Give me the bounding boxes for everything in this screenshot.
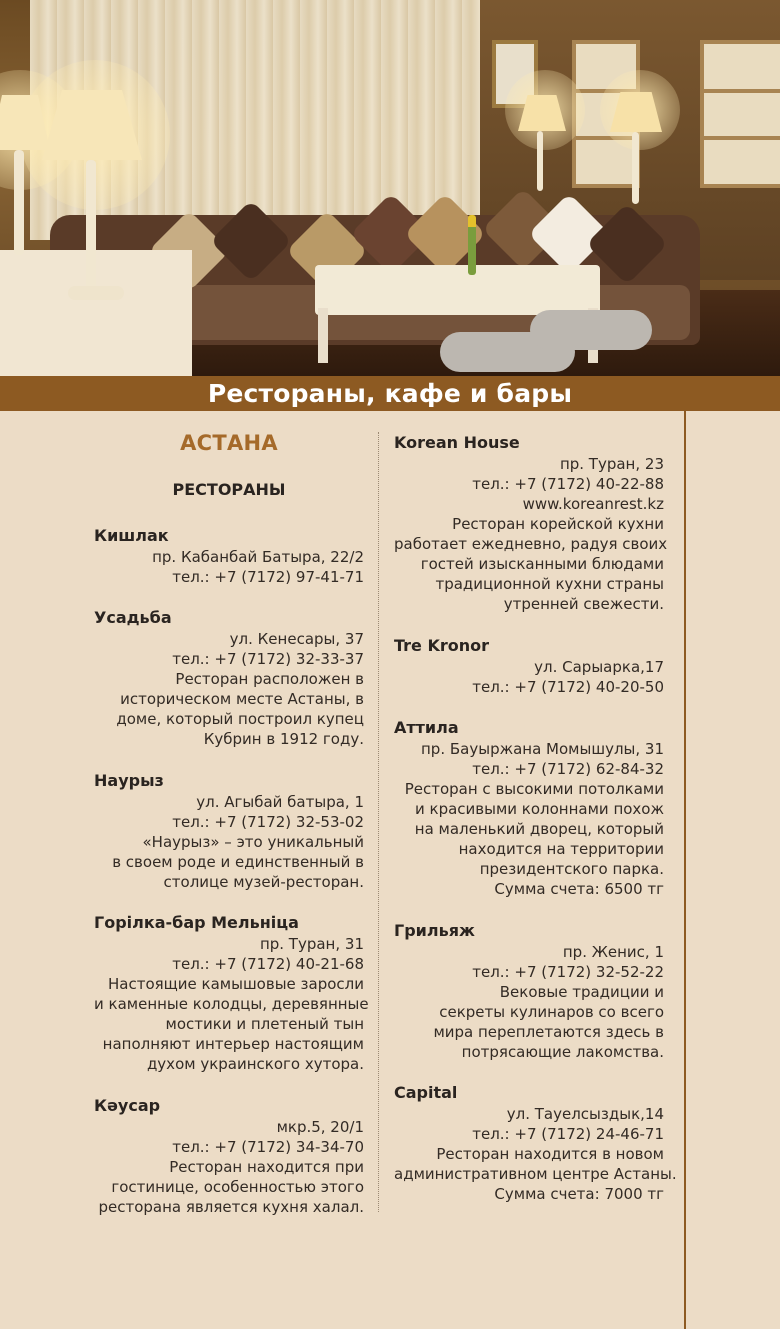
description-line: утренней свежести. [503,595,664,613]
description-line: мира переплетаются здесь в [433,1023,664,1041]
restaurant-name: Кишлак [94,526,169,545]
phone: тел.: +7 (7172) 40-21-68 [172,955,364,973]
restaurant-name: Грильяж [394,921,475,940]
phone: тел.: +7 (7172) 24-46-71 [472,1125,664,1143]
description-line: мостики и плетеный тын [165,1015,364,1033]
side-cabinet [0,250,192,376]
restaurant-interior-photo [0,0,780,376]
restaurant-name: Наурыз [94,771,164,790]
description-line: Ресторан корейской кухни [452,515,664,533]
restaurant-entry [94,608,364,749]
restaurant-entry [394,433,668,614]
description-line: потрясающие лакомства. [461,1043,664,1061]
description-line: традиционной кухни страны [435,575,664,593]
description-line: Кубрин в 1912 году. [203,730,364,748]
lamp-stem [86,160,96,300]
restaurant-name: Korean House [394,433,520,452]
city-heading: АСТАНА [180,431,278,455]
phone: тел.: +7 (7172) 32-53-02 [172,813,364,831]
lamp-stem [632,132,639,204]
restaurant-name: Усадьба [94,608,172,627]
description-line: ресторана является кухня халал. [98,1198,364,1216]
address: пр. Туран, 31 [259,935,364,953]
table-leg [318,308,328,363]
address: пр. Женис, 1 [562,943,664,961]
website: www.koreanrest.kz [522,495,664,513]
description-line: Вековые традиции и [499,983,664,1001]
description-line: Ресторан находится в новом [436,1145,664,1163]
description-line: Ресторан находится при [169,1158,364,1176]
address: ул. Тауелсыздык,14 [506,1105,664,1123]
description-line: секреты кулинаров со всего [439,1003,664,1021]
description-line: гостинице, особенностью этого [111,1178,364,1196]
restaurant-name: Capital [394,1083,458,1102]
description-line: доме, который построил купец [116,710,364,728]
bill-amount: Сумма счета: 7000 тг [494,1185,664,1203]
flower-vase [468,215,476,275]
phone: тел.: +7 (7172) 32-33-37 [172,650,364,668]
description-line: «Наурыз» – это уникальный [142,833,364,851]
description-line: и красивыми колоннами похож [415,800,664,818]
description-line: административном центре Астаны. [394,1165,677,1183]
phone: тел.: +7 (7172) 97-41-71 [172,568,364,586]
restaurant-entry [394,718,664,899]
pouf [530,310,652,350]
address: ул. Кенесары, 37 [229,630,364,648]
bill-amount: Сумма счета: 6500 тг [494,880,664,898]
address: ул. Сарыарка,17 [534,658,664,676]
phone: тел.: +7 (7172) 32-52-22 [472,963,664,981]
description-line: на маленький дворец, который [414,820,664,838]
description-line: историческом месте Астаны, в [120,690,364,708]
column-divider [378,432,379,1212]
lamp-stem [14,150,24,255]
address: ул. Агыбай батыра, 1 [196,793,364,811]
bookshelf [700,40,780,188]
phone: тел.: +7 (7172) 62-84-32 [472,760,664,778]
description-line: работает ежедневно, радуя своих [394,535,668,553]
restaurant-name: Tre Kronor [394,636,490,655]
description-line: и каменные колодцы, деревянные [94,995,369,1013]
description-line: Ресторан с высокими потолками [404,780,664,798]
restaurant-entry [94,1096,364,1217]
description-line: наполняют интерьер настоящим [102,1035,364,1053]
restaurant-entry [394,636,664,697]
title-banner [0,376,780,411]
description-line: президентского парка. [479,860,664,878]
description-line: Ресторан расположен в [175,670,364,688]
phone: тел.: +7 (7172) 34-34-70 [172,1138,364,1156]
address: мкр.5, 20/1 [276,1118,364,1136]
phone: тел.: +7 (7172) 40-20-50 [472,678,664,696]
restaurant-entry [394,1083,677,1204]
description-line: столице музей-ресторан. [163,873,364,891]
restaurant-name: Кәусар [94,1096,161,1115]
restaurant-entry [94,771,364,892]
lamp-base [68,286,124,300]
description-line: Настоящие камышовые заросли [108,975,364,993]
phone: тел.: +7 (7172) 40-22-88 [472,475,664,493]
address: пр. Бауыржана Момышулы, 31 [421,740,664,758]
description-line: духом украинского хутора. [146,1055,364,1073]
section-heading: РЕСТОРАНЫ [172,480,286,499]
restaurant-name: Горілка-бар Мельніца [94,913,299,932]
address: пр. Туран, 23 [559,455,664,473]
restaurant-name: Аттила [394,718,459,737]
description-line: гостей изысканными блюдами [420,555,664,573]
address: пр. Кабанбай Батыра, 22/2 [152,548,364,566]
coffee-table [315,265,600,315]
description-line: в своем роде и единственный в [112,853,364,871]
lamp-stem [537,131,543,191]
restaurant-entry [94,913,369,1074]
page-title: Рестораны, кафе и бары [207,379,573,408]
margin-rule [684,411,686,1329]
restaurant-entry [394,921,664,1062]
description-line: находится на территории [458,840,664,858]
restaurant-entry [94,526,364,587]
